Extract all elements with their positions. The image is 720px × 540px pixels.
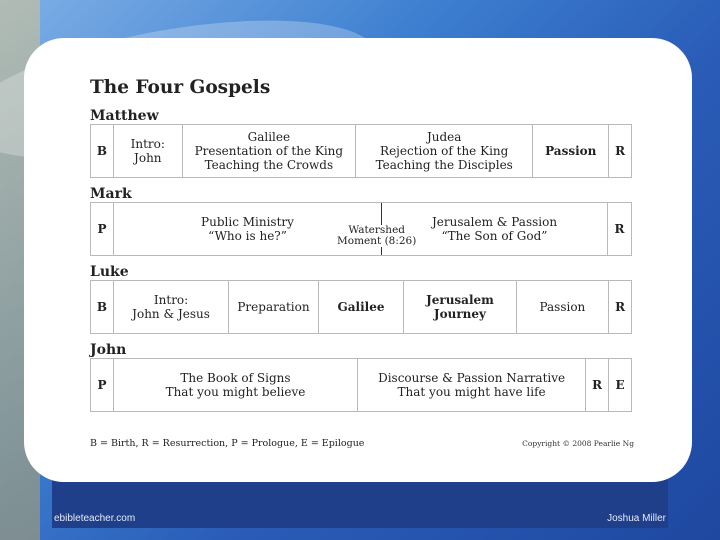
john-cell-resurrection: R <box>586 359 609 411</box>
copyright-note: Copyright © 2008 Pearlie Ng <box>522 439 634 448</box>
gospel-name-luke: Luke <box>90 264 129 280</box>
mark-row <box>90 202 632 256</box>
slide-title: The Four Gospels <box>90 77 271 98</box>
luke-cell-preparation: Preparation <box>229 281 319 333</box>
matthew-row <box>90 124 632 178</box>
john-cell-prologue: P <box>91 359 114 411</box>
mark-public-ministry: Public Ministry “Who is he?” <box>201 215 294 243</box>
matthew-cell-birth: B <box>91 125 114 177</box>
luke-cell-galilee: Galilee <box>319 281 405 333</box>
john-row <box>90 358 632 412</box>
luke-cell-resurrection: R <box>615 300 626 314</box>
legend: B = Birth, R = Resurrection, P = Prologue, E = Epilogue <box>90 438 365 449</box>
luke-cell-jerusalem-journey: Jerusalem Journey <box>404 281 516 333</box>
john-cell-discourse-passion: Discourse & Passion Narrative That you might have life <box>358 359 586 411</box>
luke-cell-intro: Intro: John & Jesus <box>114 281 229 333</box>
john-cell-epilogue: E <box>615 378 625 392</box>
matthew-cell-passion: Passion <box>533 125 609 177</box>
luke-cell-birth: B <box>91 281 114 333</box>
gospel-name-matthew: Matthew <box>90 108 159 124</box>
matthew-cell-intro: Intro: John <box>114 125 183 177</box>
luke-row <box>90 280 632 334</box>
matthew-cell-resurrection: R <box>615 144 626 158</box>
matthew-cell-galilee: Galilee Presentation of the King Teaching the Crowds <box>183 125 356 177</box>
slide-card <box>24 38 692 482</box>
matthew-cell-judea: Judea Rejection of the King Teaching the Disciples <box>356 125 533 177</box>
gospel-name-john: John <box>90 342 127 358</box>
john-cell-book-of-signs: The Book of Signs That you might believe <box>114 359 358 411</box>
footer-author: Joshua Miller <box>607 513 666 524</box>
mark-jerusalem-passion: Jerusalem & Passion “The Son of God” <box>431 215 558 243</box>
luke-cell-passion: Passion <box>517 281 609 333</box>
mark-watershed-label: Watershed Moment (8:26) <box>337 224 417 247</box>
mark-cell-prologue: P <box>91 203 114 255</box>
mark-cell-ministry <box>114 203 608 255</box>
gospel-name-mark: Mark <box>90 186 132 202</box>
mark-cell-resurrection: R <box>614 222 625 236</box>
footer-website: ebibleteacher.com <box>54 513 136 524</box>
